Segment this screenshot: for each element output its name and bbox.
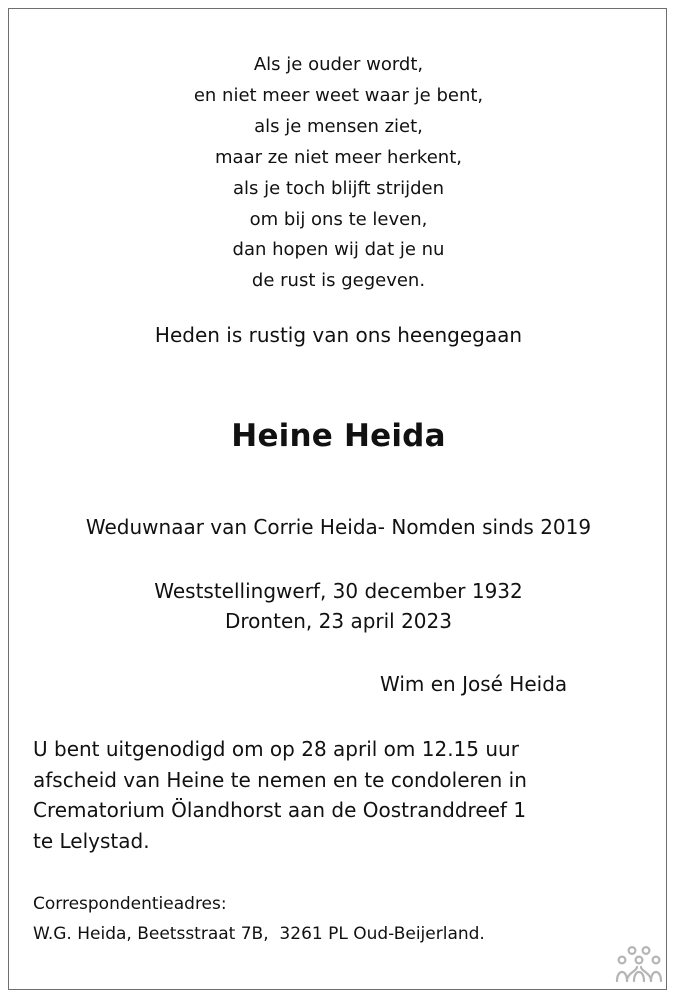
poem-line: als je toch blijft strijden (233, 177, 444, 199)
intro-text: Heden is rustig van ons heengegaan (154, 323, 523, 347)
birth-line: Weststellingwerf, 30 december 1932 (154, 579, 523, 603)
poem-line: als je mensen ziet, (254, 115, 423, 137)
people-group-icon (615, 945, 663, 985)
invitation-line: te Lelystad. (33, 828, 150, 853)
deceased-name: Heine Heida (231, 418, 446, 454)
poem (0, 50, 677, 297)
poem-line: en niet meer weet waar je bent, (193, 84, 484, 106)
invitation-line: U bent uitgenodigd om op 28 april om 12.15 uur (33, 737, 519, 761)
poem-line: maar ze niet meer herkent, (215, 146, 462, 168)
death-line: Dronten, 23 april 2023 (225, 609, 452, 633)
correspondence-label: Correspondentieadres: (33, 894, 227, 914)
poem-line: om bij ons te leven, (249, 208, 428, 230)
dates-block (0, 576, 677, 636)
poem-line: de rust is gegeven. (251, 270, 426, 292)
widower-line: Weduwnaar van Corrie Heida- Nomden sinds 2019 (85, 515, 592, 539)
invitation-text (33, 734, 527, 856)
correspondence-address: W.G. Heida, Beetsstraat 7B, 3261 PL Oud-Beijerland. (33, 924, 485, 944)
invitation-line: afscheid van Heine te nemen en te condoleren in (33, 767, 527, 792)
correspondence-block (33, 889, 485, 949)
signers: Wim en José Heida (380, 672, 568, 696)
poem-line: dan hopen wij dat je nu (232, 239, 445, 261)
poem-line: Als je ouder wordt, (253, 54, 424, 75)
invitation-line: Crematorium Ölandhorst aan de Oostranddreef 1 (33, 798, 527, 822)
